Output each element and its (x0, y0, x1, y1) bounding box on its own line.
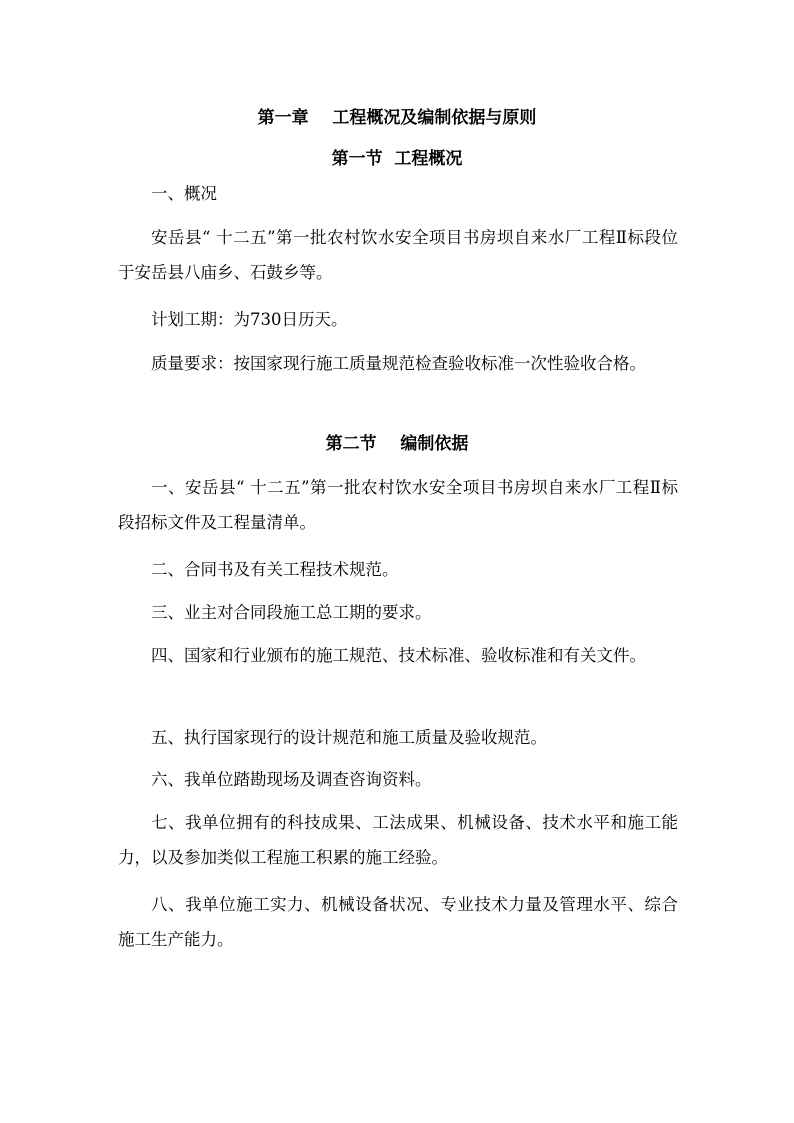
chapter-title: 第一章 工程概况及编制依据与原则 (257, 108, 537, 128)
paragraph: 四、国家和行业颁布的施工规范、技术标准、验收标准和有关文件。 (151, 646, 646, 665)
paragraph: 七、我单位拥有的科技成果、工法成果、机械设备、技术水平和施工能力，以及参加类似工程施工积累的施工经验。 (118, 813, 678, 867)
paragraph: 八、我单位施工实力、机械设备状况、专业技术力量及管理水平、综合施工生产能力。 (118, 895, 678, 949)
paragraph: 一、安岳县“ 十二五”第一批农村饮水安全项目书房坝自来水厂工程Ⅱ标段招标文件及工程量清单。 (118, 478, 678, 532)
section-title-overview: 第一节 工程概况 (331, 149, 463, 169)
paragraph: 二、合同书及有关工程技术规范。 (151, 560, 399, 579)
paragraph: 一、概况 (151, 184, 217, 203)
paragraph: 三、业主对合同段施工总工期的要求。 (151, 603, 432, 622)
paragraph: 计划工期：为730日历天。 (151, 310, 348, 329)
section-title-basis: 第二节 编制依据 (325, 434, 469, 454)
paragraph: 六、我单位踏勘现场及调查咨询资料。 (151, 770, 432, 789)
paragraph: 五、执行国家现行的设计规范和施工质量及验收规范。 (151, 728, 547, 747)
paragraph: 安岳县“ 十二五”第一批农村饮水安全项目书房坝自来水厂工程Ⅱ标段位于安岳县八庙乡、石鼓乡等。 (118, 228, 678, 282)
paragraph: 质量要求：按国家现行施工质量规范检查验收标准一次性验收合格。 (151, 354, 646, 373)
